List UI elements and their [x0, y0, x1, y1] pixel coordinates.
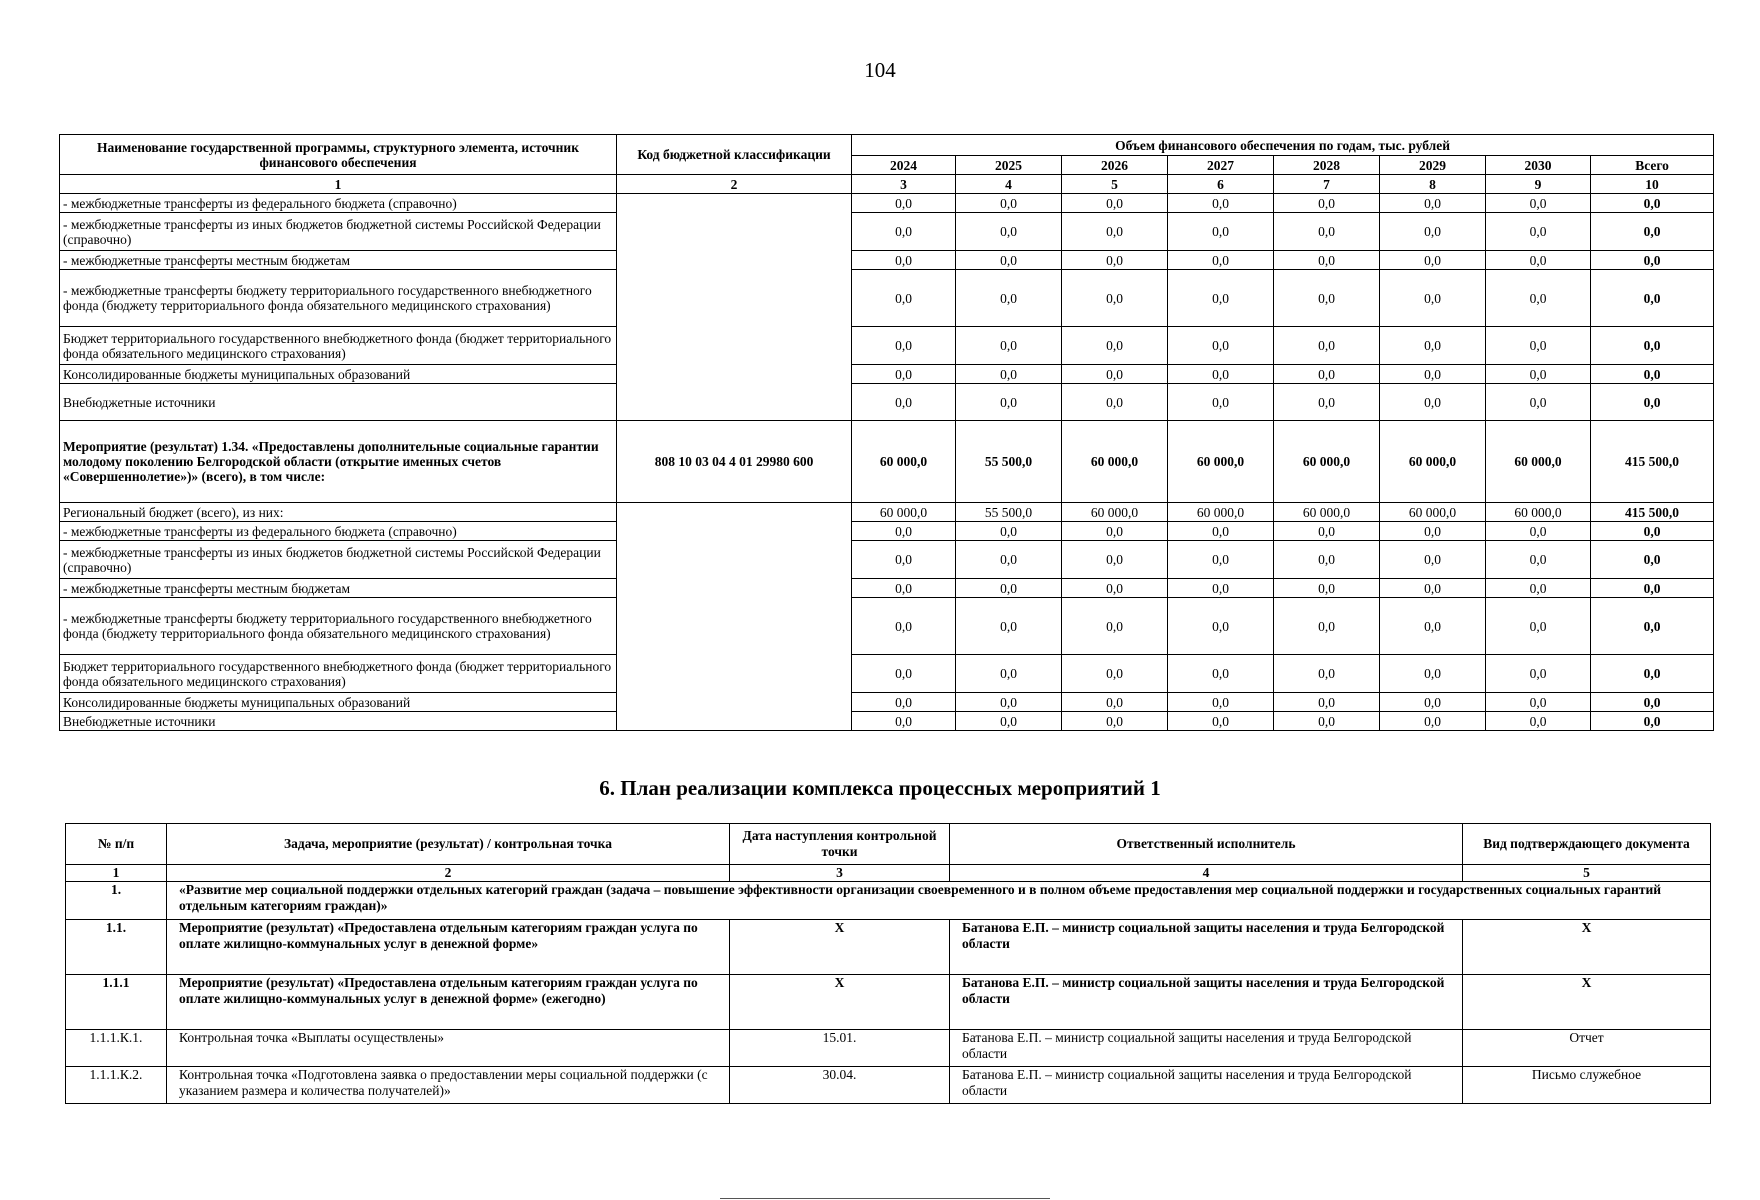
- row-value: 60 000,0: [1486, 421, 1591, 503]
- row-value: 0,0: [1062, 598, 1168, 655]
- row-value: 0,0: [1380, 213, 1486, 251]
- row-num: 1.1.: [66, 920, 167, 975]
- row-value: 0,0: [1380, 598, 1486, 655]
- col-number: 4: [956, 175, 1062, 194]
- row-value: 0,0: [1486, 579, 1591, 598]
- row-value: 60 000,0: [1380, 503, 1486, 522]
- table-row: [60, 365, 1714, 384]
- row-responsible: Батанова Е.П. – министр социальной защиты населения и труда Белгородской области: [950, 920, 1463, 975]
- row-name: - межбюджетные трансферты из федерального бюджета (справочно): [60, 522, 617, 541]
- row-value: 0,0: [956, 522, 1062, 541]
- row-total: 0,0: [1591, 598, 1714, 655]
- row-value: 60 000,0: [1274, 421, 1380, 503]
- row-value: 0,0: [1168, 541, 1274, 579]
- row-value: 55 500,0: [956, 421, 1062, 503]
- row-date: X: [730, 975, 950, 1030]
- row-value: 0,0: [1168, 194, 1274, 213]
- row-task: Контрольная точка «Выплаты осуществлены»: [167, 1030, 730, 1067]
- table-row: [60, 270, 1714, 327]
- row-value: 0,0: [1380, 579, 1486, 598]
- row-value: 0,0: [1168, 270, 1274, 327]
- row-value: 0,0: [852, 693, 956, 712]
- row-value: 0,0: [1486, 270, 1591, 327]
- row-value: 55 500,0: [956, 503, 1062, 522]
- row-code: 808 10 03 04 4 01 29980 600: [617, 421, 852, 503]
- table-row: [60, 194, 1714, 213]
- row-doc: Письмо служебное: [1463, 1067, 1711, 1104]
- row-value: 0,0: [1486, 251, 1591, 270]
- row-value: 0,0: [956, 384, 1062, 421]
- header-year: 2027: [1168, 156, 1274, 175]
- row-value: 0,0: [1168, 365, 1274, 384]
- row-value: 0,0: [956, 327, 1062, 365]
- row-value: 0,0: [852, 655, 956, 693]
- row-value: 0,0: [1062, 194, 1168, 213]
- row-name: Внебюджетные источники: [60, 384, 617, 421]
- row-value: 0,0: [1274, 579, 1380, 598]
- row-value: 0,0: [1062, 693, 1168, 712]
- row-value: 0,0: [1486, 327, 1591, 365]
- row-name: - межбюджетные трансферты бюджету территориального государственного внебюджетного фонда (бюджету территориального фонда обязательного медицинского страхования): [60, 270, 617, 327]
- row-value: 60 000,0: [1274, 503, 1380, 522]
- col-number: 3: [730, 865, 950, 882]
- row-value: 0,0: [1274, 327, 1380, 365]
- row-value: 0,0: [1168, 693, 1274, 712]
- col-number: 5: [1463, 865, 1711, 882]
- row-value: 0,0: [956, 365, 1062, 384]
- row-value: 0,0: [1274, 213, 1380, 251]
- row-value: 0,0: [852, 251, 956, 270]
- row-date: X: [730, 920, 950, 975]
- row-value: 0,0: [852, 522, 956, 541]
- row-value: 0,0: [956, 693, 1062, 712]
- financing-table: [59, 134, 1714, 731]
- row-name: Консолидированные бюджеты муниципальных образований: [60, 365, 617, 384]
- row-value: 0,0: [1380, 194, 1486, 213]
- col-number: 3: [852, 175, 956, 194]
- row-name: Мероприятие (результат) 1.34. «Предоставлены дополнительные социальные гарантии молодому поколению Белгородской области (открытие именных счетов «Совершеннолетие»)» (всего), в том числе:: [60, 421, 617, 503]
- row-value: 0,0: [852, 194, 956, 213]
- row-value: 0,0: [956, 213, 1062, 251]
- row-responsible: Батанова Е.П. – министр социальной защиты населения и труда Белгородской области: [950, 975, 1463, 1030]
- row-value: 0,0: [1486, 693, 1591, 712]
- row-name: Бюджет территориального государственного внебюджетного фонда (бюджет территориального фонда обязательного медицинского страхования): [60, 327, 617, 365]
- row-value: 0,0: [1062, 251, 1168, 270]
- row-value: 0,0: [956, 598, 1062, 655]
- col-number: 1: [60, 175, 617, 194]
- header-total: Всего: [1591, 156, 1714, 175]
- header-year: 2030: [1486, 156, 1591, 175]
- row-name: Внебюджетные источники: [60, 712, 617, 731]
- row-value: 0,0: [1380, 327, 1486, 365]
- row-date: 30.04.: [730, 1067, 950, 1104]
- row-value: 60 000,0: [1168, 421, 1274, 503]
- row-value: 0,0: [1486, 194, 1591, 213]
- task-num: 1.: [66, 882, 167, 920]
- header-year: 2029: [1380, 156, 1486, 175]
- row-value: 60 000,0: [1062, 421, 1168, 503]
- table-row: [60, 213, 1714, 251]
- header-year: 2028: [1274, 156, 1380, 175]
- task-text: «Развитие мер социальной поддержки отдельных категорий граждан (задача – повышение эффективности организации своевременного и в полном объеме предоставления мер социальной поддержки и государственных социальных гарантий отдельным категориям граждан)»: [167, 882, 1711, 920]
- row-value: 0,0: [1062, 270, 1168, 327]
- table-row: [60, 421, 1714, 503]
- row-value: 0,0: [956, 251, 1062, 270]
- col-number: 4: [950, 865, 1463, 882]
- row-value: 60 000,0: [852, 421, 956, 503]
- row-name: - межбюджетные трансферты из федерального бюджета (справочно): [60, 194, 617, 213]
- row-value: 0,0: [1062, 327, 1168, 365]
- row-value: 0,0: [1274, 712, 1380, 731]
- row-doc: X: [1463, 975, 1711, 1030]
- header-volume: Объем финансового обеспечения по годам, тыс. рублей: [852, 135, 1714, 156]
- header-code: Код бюджетной классификации: [617, 135, 852, 175]
- row-value: 0,0: [1380, 270, 1486, 327]
- row-total: 0,0: [1591, 522, 1714, 541]
- row-value: 0,0: [1168, 712, 1274, 731]
- header-date: Дата наступления контрольной точки: [730, 824, 950, 865]
- row-name: - межбюджетные трансферты бюджету территориального государственного внебюджетного фонда (бюджету территориального фонда обязательного медицинского страхования): [60, 598, 617, 655]
- col-number: 8: [1380, 175, 1486, 194]
- row-value: 0,0: [852, 598, 956, 655]
- row-code: [617, 503, 852, 731]
- row-value: 0,0: [852, 384, 956, 421]
- col-number: 7: [1274, 175, 1380, 194]
- row-value: 0,0: [1380, 655, 1486, 693]
- row-value: 0,0: [1274, 541, 1380, 579]
- row-date: 15.01.: [730, 1030, 950, 1067]
- row-value: 0,0: [1486, 213, 1591, 251]
- row-doc: X: [1463, 920, 1711, 975]
- row-value: 0,0: [1062, 213, 1168, 251]
- row-value: 0,0: [1274, 693, 1380, 712]
- row-value: 0,0: [852, 579, 956, 598]
- row-total: 415 500,0: [1591, 421, 1714, 503]
- col-number: 6: [1168, 175, 1274, 194]
- table-row: [60, 327, 1714, 365]
- row-num: 1.1.1: [66, 975, 167, 1030]
- header-name: Наименование государственной программы, структурного элемента, источник финансового обеспечения: [60, 135, 617, 175]
- row-value: 0,0: [1380, 693, 1486, 712]
- row-value: 0,0: [1062, 522, 1168, 541]
- row-value: 0,0: [1380, 384, 1486, 421]
- row-total: 0,0: [1591, 270, 1714, 327]
- row-task: Мероприятие (результат) «Предоставлена отдельным категориям граждан услуга по оплате жилищно-коммунальных услуг в денежной форме» (ежегодно): [167, 975, 730, 1030]
- header-year: 2026: [1062, 156, 1168, 175]
- row-value: 0,0: [1486, 598, 1591, 655]
- row-value: 0,0: [1168, 251, 1274, 270]
- row-total: 0,0: [1591, 693, 1714, 712]
- row-value: 0,0: [852, 270, 956, 327]
- row-total: 0,0: [1591, 251, 1714, 270]
- row-value: 0,0: [1274, 270, 1380, 327]
- row-name: Консолидированные бюджеты муниципальных образований: [60, 693, 617, 712]
- header-task: Задача, мероприятие (результат) / контрольная точка: [167, 824, 730, 865]
- row-name: - межбюджетные трансферты местным бюджетам: [60, 579, 617, 598]
- row-value: 0,0: [1380, 541, 1486, 579]
- row-value: 0,0: [1380, 251, 1486, 270]
- row-code: [617, 194, 852, 421]
- row-value: 0,0: [1486, 384, 1591, 421]
- row-total: 0,0: [1591, 365, 1714, 384]
- table-row: [60, 655, 1714, 693]
- table-row: [60, 693, 1714, 712]
- col-number: 10: [1591, 175, 1714, 194]
- row-num: 1.1.1.К.1.: [66, 1030, 167, 1067]
- row-value: 0,0: [1062, 579, 1168, 598]
- plan-row: [66, 975, 1711, 1030]
- row-value: 0,0: [1168, 522, 1274, 541]
- row-name: - межбюджетные трансферты местным бюджетам: [60, 251, 617, 270]
- row-task: Мероприятие (результат) «Предоставлена отдельным категориям граждан услуга по оплате жилищно-коммунальных услуг в денежной форме»: [167, 920, 730, 975]
- col-number: 9: [1486, 175, 1591, 194]
- row-value: 0,0: [1062, 655, 1168, 693]
- table-row: [60, 579, 1714, 598]
- row-value: 0,0: [1168, 213, 1274, 251]
- row-responsible: Батанова Е.П. – министр социальной защиты населения и труда Белгородской области: [950, 1067, 1463, 1104]
- row-name: - межбюджетные трансферты из иных бюджетов бюджетной системы Российской Федерации (справочно): [60, 541, 617, 579]
- row-value: 0,0: [1168, 384, 1274, 421]
- row-value: 0,0: [1274, 384, 1380, 421]
- row-value: 0,0: [1486, 541, 1591, 579]
- header-responsible: Ответственный исполнитель: [950, 824, 1463, 865]
- row-total: 0,0: [1591, 655, 1714, 693]
- row-value: 0,0: [1168, 579, 1274, 598]
- header-year: 2024: [852, 156, 956, 175]
- plan-row: [66, 1067, 1711, 1104]
- row-total: 0,0: [1591, 213, 1714, 251]
- row-value: 60 000,0: [1168, 503, 1274, 522]
- table-row: [60, 251, 1714, 270]
- footer-divider: [720, 1198, 1050, 1199]
- task-row: [66, 882, 1711, 920]
- row-value: 0,0: [1274, 194, 1380, 213]
- row-value: 0,0: [1380, 522, 1486, 541]
- row-value: 0,0: [1274, 365, 1380, 384]
- row-value: 0,0: [852, 712, 956, 731]
- row-value: 0,0: [1168, 327, 1274, 365]
- table-row: [60, 541, 1714, 579]
- row-value: 0,0: [852, 365, 956, 384]
- row-total: 0,0: [1591, 579, 1714, 598]
- row-value: 0,0: [1486, 712, 1591, 731]
- plan-row: [66, 1030, 1711, 1067]
- table-row: [60, 503, 1714, 522]
- col-number: 5: [1062, 175, 1168, 194]
- row-value: 0,0: [1274, 655, 1380, 693]
- col-number: 2: [617, 175, 852, 194]
- plan-table: [65, 823, 1711, 1104]
- row-name: - межбюджетные трансферты из иных бюджетов бюджетной системы Российской Федерации (справочно): [60, 213, 617, 251]
- row-value: 0,0: [1486, 522, 1591, 541]
- row-task: Контрольная точка «Подготовлена заявка о предоставлении меры социальной поддержки (с указанием размера и количества получателей)»: [167, 1067, 730, 1104]
- plan-row: [66, 920, 1711, 975]
- row-value: 0,0: [1486, 655, 1591, 693]
- row-value: 60 000,0: [1486, 503, 1591, 522]
- row-num: 1.1.1.К.2.: [66, 1067, 167, 1104]
- row-responsible: Батанова Е.П. – министр социальной защиты населения и труда Белгородской области: [950, 1030, 1463, 1067]
- row-value: 0,0: [1062, 365, 1168, 384]
- row-name: Бюджет территориального государственного внебюджетного фонда (бюджет территориального фонда обязательного медицинского страхования): [60, 655, 617, 693]
- row-total: 0,0: [1591, 384, 1714, 421]
- row-value: 60 000,0: [1380, 421, 1486, 503]
- row-value: 0,0: [956, 655, 1062, 693]
- row-value: 0,0: [1062, 384, 1168, 421]
- table-row: [60, 598, 1714, 655]
- row-value: 60 000,0: [852, 503, 956, 522]
- row-total: 415 500,0: [1591, 503, 1714, 522]
- section-heading: 6. План реализации комплекса процессных мероприятий 1: [599, 776, 1161, 800]
- row-value: 0,0: [852, 213, 956, 251]
- row-value: 60 000,0: [1062, 503, 1168, 522]
- row-value: 0,0: [1274, 598, 1380, 655]
- header-doc: Вид подтверждающего документа: [1463, 824, 1711, 865]
- row-value: 0,0: [1380, 365, 1486, 384]
- row-value: 0,0: [1062, 541, 1168, 579]
- row-value: 0,0: [956, 579, 1062, 598]
- row-value: 0,0: [1168, 655, 1274, 693]
- row-value: 0,0: [1486, 365, 1591, 384]
- row-value: 0,0: [1062, 712, 1168, 731]
- row-value: 0,0: [1274, 522, 1380, 541]
- row-value: 0,0: [1380, 712, 1486, 731]
- col-number: 1: [66, 865, 167, 882]
- row-name: Региональный бюджет (всего), из них:: [60, 503, 617, 522]
- row-value: 0,0: [956, 194, 1062, 213]
- row-value: 0,0: [1168, 598, 1274, 655]
- row-value: 0,0: [956, 712, 1062, 731]
- row-value: 0,0: [852, 327, 956, 365]
- page-number: 104: [864, 58, 896, 82]
- row-total: 0,0: [1591, 327, 1714, 365]
- header-num: № п/п: [66, 824, 167, 865]
- row-total: 0,0: [1591, 194, 1714, 213]
- table-row: [60, 522, 1714, 541]
- header-year: 2025: [956, 156, 1062, 175]
- row-value: 0,0: [852, 541, 956, 579]
- table-row: [60, 712, 1714, 731]
- row-total: 0,0: [1591, 712, 1714, 731]
- table-row: [60, 384, 1714, 421]
- row-value: 0,0: [956, 270, 1062, 327]
- row-doc: Отчет: [1463, 1030, 1711, 1067]
- row-value: 0,0: [1274, 251, 1380, 270]
- row-value: 0,0: [956, 541, 1062, 579]
- row-total: 0,0: [1591, 541, 1714, 579]
- col-number: 2: [167, 865, 730, 882]
